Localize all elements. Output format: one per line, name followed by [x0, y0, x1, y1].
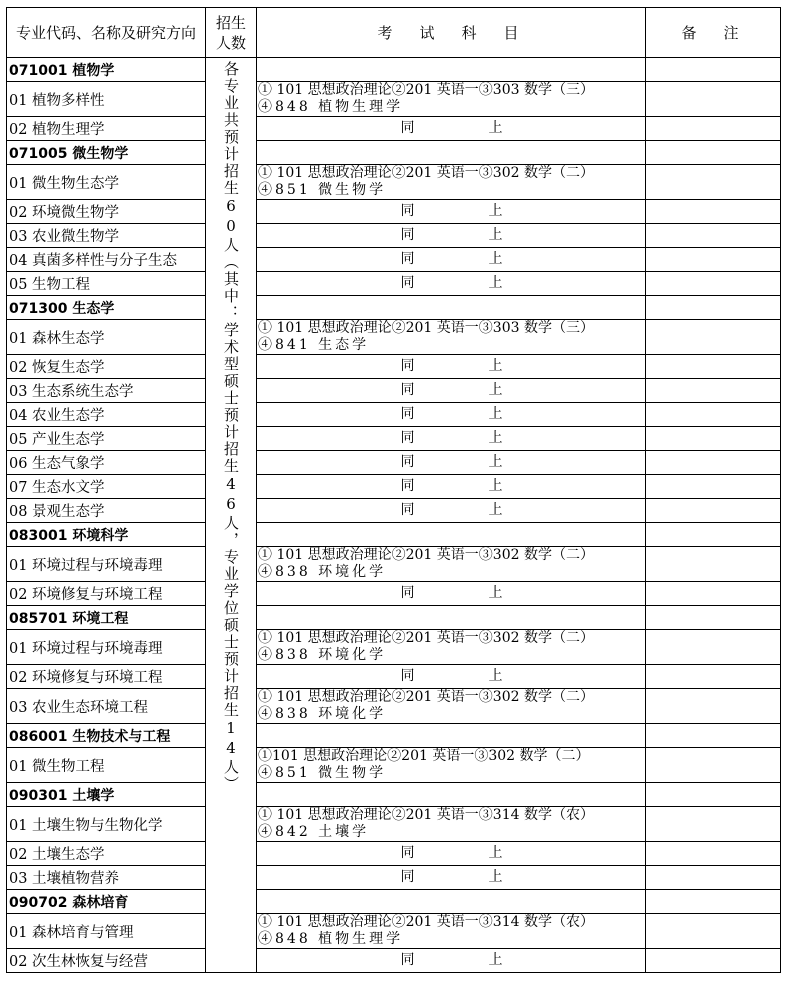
- exam-line-2: ④842 土壤学: [258, 824, 370, 840]
- exam-line-1: ① 101 思想政治理论②201 英语一③303 数学（三）: [258, 82, 594, 98]
- same-right-char: 上: [488, 203, 503, 219]
- major-row: [7, 783, 781, 807]
- note-cell: [646, 117, 781, 141]
- same-left-char: 同: [400, 454, 415, 470]
- direction-row: [7, 499, 781, 523]
- same-as-above: [258, 845, 645, 862]
- exam-subjects: [257, 379, 646, 403]
- direction-row: [7, 200, 781, 224]
- note-cell: [646, 224, 781, 248]
- same-right-char: 上: [488, 382, 503, 398]
- same-left-char: 同: [400, 227, 415, 243]
- enrollment-table: [6, 7, 781, 973]
- direction-name: 01 微生物工程: [7, 748, 206, 783]
- header-exam: 考 试 科 目: [257, 8, 646, 58]
- note-cell: [646, 499, 781, 523]
- direction-row: [7, 807, 781, 842]
- direction-name: 01 土壤生物与生物化学: [7, 807, 206, 842]
- header-note: 备 注: [646, 8, 781, 58]
- exam-line-2: ④841 生态学: [258, 337, 370, 353]
- same-as-above: [258, 406, 645, 423]
- same-right-char: 上: [488, 869, 503, 885]
- major-code-name: 071300 生态学: [7, 296, 206, 320]
- direction-row: [7, 689, 781, 724]
- note-cell: [646, 630, 781, 665]
- same-as-above: [258, 585, 645, 602]
- exam-line-1: ① 101 思想政治理论②201 英语一③302 数学（二）: [258, 547, 594, 563]
- same-left-char: 同: [400, 251, 415, 267]
- exam-line-2: ④848 植物生理学: [258, 99, 404, 115]
- same-left-char: 同: [400, 668, 415, 684]
- exam-subjects: [257, 582, 646, 606]
- direction-row: [7, 451, 781, 475]
- direction-row: [7, 379, 781, 403]
- exam-line-1: ① 101 思想政治理论②201 英语一③314 数学（农）: [258, 914, 594, 930]
- note-cell: [646, 248, 781, 272]
- exam-subjects: [257, 842, 646, 866]
- exam-subjects: [257, 475, 646, 499]
- same-right-char: 上: [488, 406, 503, 422]
- direction-name: 01 微生物生态学: [7, 165, 206, 200]
- direction-row: [7, 355, 781, 379]
- direction-name: 02 植物生理学: [7, 117, 206, 141]
- same-right-char: 上: [488, 454, 503, 470]
- note-cell: [646, 547, 781, 582]
- direction-row: [7, 914, 781, 949]
- note-cell: [646, 272, 781, 296]
- direction-name: 02 次生林恢复与经营: [7, 949, 206, 973]
- same-right-char: 上: [488, 585, 503, 601]
- note-cell: [646, 523, 781, 547]
- same-left-char: 同: [400, 430, 415, 446]
- exam-subjects: [257, 523, 646, 547]
- note-cell: [646, 582, 781, 606]
- note-cell: [646, 355, 781, 379]
- same-right-char: 上: [488, 358, 503, 374]
- major-row: [7, 58, 781, 82]
- major-code-name: 086001 生物技术与工程: [7, 724, 206, 748]
- direction-row: [7, 582, 781, 606]
- major-row: [7, 606, 781, 630]
- note-cell: [646, 866, 781, 890]
- note-cell: [646, 200, 781, 224]
- exam-subjects: [257, 499, 646, 523]
- direction-name: 01 森林培育与管理: [7, 914, 206, 949]
- same-as-above: [258, 869, 645, 886]
- exam-subjects: [257, 200, 646, 224]
- same-as-above: [258, 275, 645, 292]
- same-as-above: [258, 454, 645, 471]
- direction-row: [7, 748, 781, 783]
- direction-name: 08 景观生态学: [7, 499, 206, 523]
- direction-name: 05 产业生态学: [7, 427, 206, 451]
- direction-row: [7, 547, 781, 582]
- exam-line-1: ①101 思想政治理论②201 英语一③302 数学（二）: [258, 748, 590, 764]
- direction-row: [7, 224, 781, 248]
- note-cell: [646, 606, 781, 630]
- direction-name: 01 环境过程与环境毒理: [7, 547, 206, 582]
- direction-row: [7, 630, 781, 665]
- note-cell: [646, 807, 781, 842]
- exam-line-1: ① 101 思想政治理论②201 英语一③303 数学（三）: [258, 320, 594, 336]
- same-right-char: 上: [488, 952, 503, 968]
- exam-subjects: [257, 748, 646, 783]
- note-cell: [646, 748, 781, 783]
- direction-name: 05 生物工程: [7, 272, 206, 296]
- exam-line-2: ④848 植物生理学: [258, 931, 404, 947]
- direction-row: [7, 403, 781, 427]
- major-row: [7, 523, 781, 547]
- direction-row: [7, 320, 781, 355]
- exam-subjects: [257, 82, 646, 117]
- exam-subjects: [257, 320, 646, 355]
- major-code-name: 071001 植物学: [7, 58, 206, 82]
- exam-subjects: [257, 117, 646, 141]
- exam-subjects: [257, 224, 646, 248]
- major-code-name: 090702 森林培育: [7, 890, 206, 914]
- direction-row: [7, 272, 781, 296]
- same-right-char: 上: [488, 430, 503, 446]
- direction-row: [7, 665, 781, 689]
- same-right-char: 上: [488, 845, 503, 861]
- direction-row: [7, 842, 781, 866]
- same-right-char: 上: [488, 227, 503, 243]
- exam-subjects: [257, 403, 646, 427]
- exam-subjects: [257, 689, 646, 724]
- direction-name: 01 环境过程与环境毒理: [7, 630, 206, 665]
- direction-name: 03 土壤植物营养: [7, 866, 206, 890]
- same-as-above: [258, 502, 645, 519]
- table-body: [7, 58, 781, 973]
- direction-name: 06 生态气象学: [7, 451, 206, 475]
- note-cell: [646, 842, 781, 866]
- direction-row: [7, 427, 781, 451]
- exam-line-2: ④838 环境化学: [258, 564, 387, 580]
- exam-subjects: [257, 141, 646, 165]
- exam-subjects: [257, 355, 646, 379]
- same-left-char: 同: [400, 275, 415, 291]
- same-as-above: [258, 203, 645, 220]
- note-cell: [646, 165, 781, 200]
- direction-name: 02 环境修复与环境工程: [7, 665, 206, 689]
- direction-name: 03 农业微生物学: [7, 224, 206, 248]
- note-cell: [646, 403, 781, 427]
- same-as-above: [258, 952, 645, 969]
- enrollment-table-container: [6, 7, 780, 973]
- same-right-char: 上: [488, 668, 503, 684]
- note-cell: [646, 665, 781, 689]
- note-cell: [646, 58, 781, 82]
- same-left-char: 同: [400, 358, 415, 374]
- direction-name: 04 真菌多样性与分子生态: [7, 248, 206, 272]
- note-cell: [646, 141, 781, 165]
- note-cell: [646, 949, 781, 973]
- exam-subjects: [257, 807, 646, 842]
- exam-subjects: [257, 724, 646, 748]
- exam-subjects: [257, 58, 646, 82]
- direction-row: [7, 475, 781, 499]
- direction-name: 02 环境修复与环境工程: [7, 582, 206, 606]
- exam-subjects: [257, 665, 646, 689]
- note-cell: [646, 475, 781, 499]
- exam-subjects: [257, 949, 646, 973]
- table-header-row: [7, 8, 781, 58]
- exam-subjects: [257, 547, 646, 582]
- major-row: [7, 296, 781, 320]
- major-code-name: 083001 环境科学: [7, 523, 206, 547]
- major-code-name: 090301 土壤学: [7, 783, 206, 807]
- direction-name: 02 环境微生物学: [7, 200, 206, 224]
- note-cell: [646, 82, 781, 117]
- exam-subjects: [257, 914, 646, 949]
- same-as-above: [258, 668, 645, 685]
- direction-row: [7, 248, 781, 272]
- header-quota: 招生人数: [206, 8, 257, 58]
- same-left-char: 同: [400, 203, 415, 219]
- major-row: [7, 724, 781, 748]
- same-left-char: 同: [400, 120, 415, 136]
- exam-subjects: [257, 296, 646, 320]
- quota-text: 各专业共预计招生60人（其中：学术型硕士预计招生46人，专业学位硕士预计招生14人）: [222, 61, 240, 793]
- exam-subjects: [257, 890, 646, 914]
- same-left-char: 同: [400, 478, 415, 494]
- note-cell: [646, 296, 781, 320]
- note-cell: [646, 427, 781, 451]
- exam-line-2: ④838 环境化学: [258, 647, 387, 663]
- same-as-above: [258, 120, 645, 137]
- direction-name: 01 植物多样性: [7, 82, 206, 117]
- same-left-char: 同: [400, 406, 415, 422]
- note-cell: [646, 451, 781, 475]
- exam-line-2: ④851 微生物学: [258, 182, 387, 198]
- same-as-above: [258, 251, 645, 268]
- exam-line-1: ① 101 思想政治理论②201 英语一③314 数学（农）: [258, 807, 594, 823]
- exam-line-2: ④851 微生物学: [258, 765, 387, 781]
- same-left-char: 同: [400, 845, 415, 861]
- direction-name: 03 农业生态环境工程: [7, 689, 206, 724]
- same-right-char: 上: [488, 275, 503, 291]
- exam-subjects: [257, 248, 646, 272]
- same-left-char: 同: [400, 869, 415, 885]
- same-as-above: [258, 382, 645, 399]
- same-left-char: 同: [400, 502, 415, 518]
- direction-row: [7, 949, 781, 973]
- note-cell: [646, 320, 781, 355]
- exam-line-1: ① 101 思想政治理论②201 英语一③302 数学（二）: [258, 165, 594, 181]
- exam-subjects: [257, 606, 646, 630]
- exam-subjects: [257, 451, 646, 475]
- major-code-name: 071005 微生物学: [7, 141, 206, 165]
- quota-cell: [206, 58, 257, 973]
- same-as-above: [258, 227, 645, 244]
- same-right-char: 上: [488, 251, 503, 267]
- direction-name: 07 生态水文学: [7, 475, 206, 499]
- same-right-char: 上: [488, 478, 503, 494]
- same-left-char: 同: [400, 585, 415, 601]
- note-cell: [646, 890, 781, 914]
- header-major: 专业代码、名称及研究方向: [7, 8, 206, 58]
- exam-subjects: [257, 783, 646, 807]
- same-as-above: [258, 358, 645, 375]
- note-cell: [646, 914, 781, 949]
- exam-line-1: ① 101 思想政治理论②201 英语一③302 数学（二）: [258, 630, 594, 646]
- major-code-name: 085701 环境工程: [7, 606, 206, 630]
- exam-subjects: [257, 427, 646, 451]
- same-left-char: 同: [400, 952, 415, 968]
- direction-name: 01 森林生态学: [7, 320, 206, 355]
- direction-name: 02 土壤生态学: [7, 842, 206, 866]
- direction-name: 03 生态系统生态学: [7, 379, 206, 403]
- direction-row: [7, 82, 781, 117]
- note-cell: [646, 783, 781, 807]
- same-right-char: 上: [488, 120, 503, 136]
- exam-line-2: ④838 环境化学: [258, 706, 387, 722]
- exam-subjects: [257, 272, 646, 296]
- same-right-char: 上: [488, 502, 503, 518]
- exam-line-1: ① 101 思想政治理论②201 英语一③302 数学（二）: [258, 689, 594, 705]
- exam-subjects: [257, 165, 646, 200]
- major-row: [7, 890, 781, 914]
- major-row: [7, 141, 781, 165]
- same-left-char: 同: [400, 382, 415, 398]
- note-cell: [646, 724, 781, 748]
- direction-row: [7, 117, 781, 141]
- same-as-above: [258, 478, 645, 495]
- same-as-above: [258, 430, 645, 447]
- direction-row: [7, 165, 781, 200]
- direction-name: 02 恢复生态学: [7, 355, 206, 379]
- direction-row: [7, 866, 781, 890]
- note-cell: [646, 689, 781, 724]
- exam-subjects: [257, 866, 646, 890]
- note-cell: [646, 379, 781, 403]
- exam-subjects: [257, 630, 646, 665]
- direction-name: 04 农业生态学: [7, 403, 206, 427]
